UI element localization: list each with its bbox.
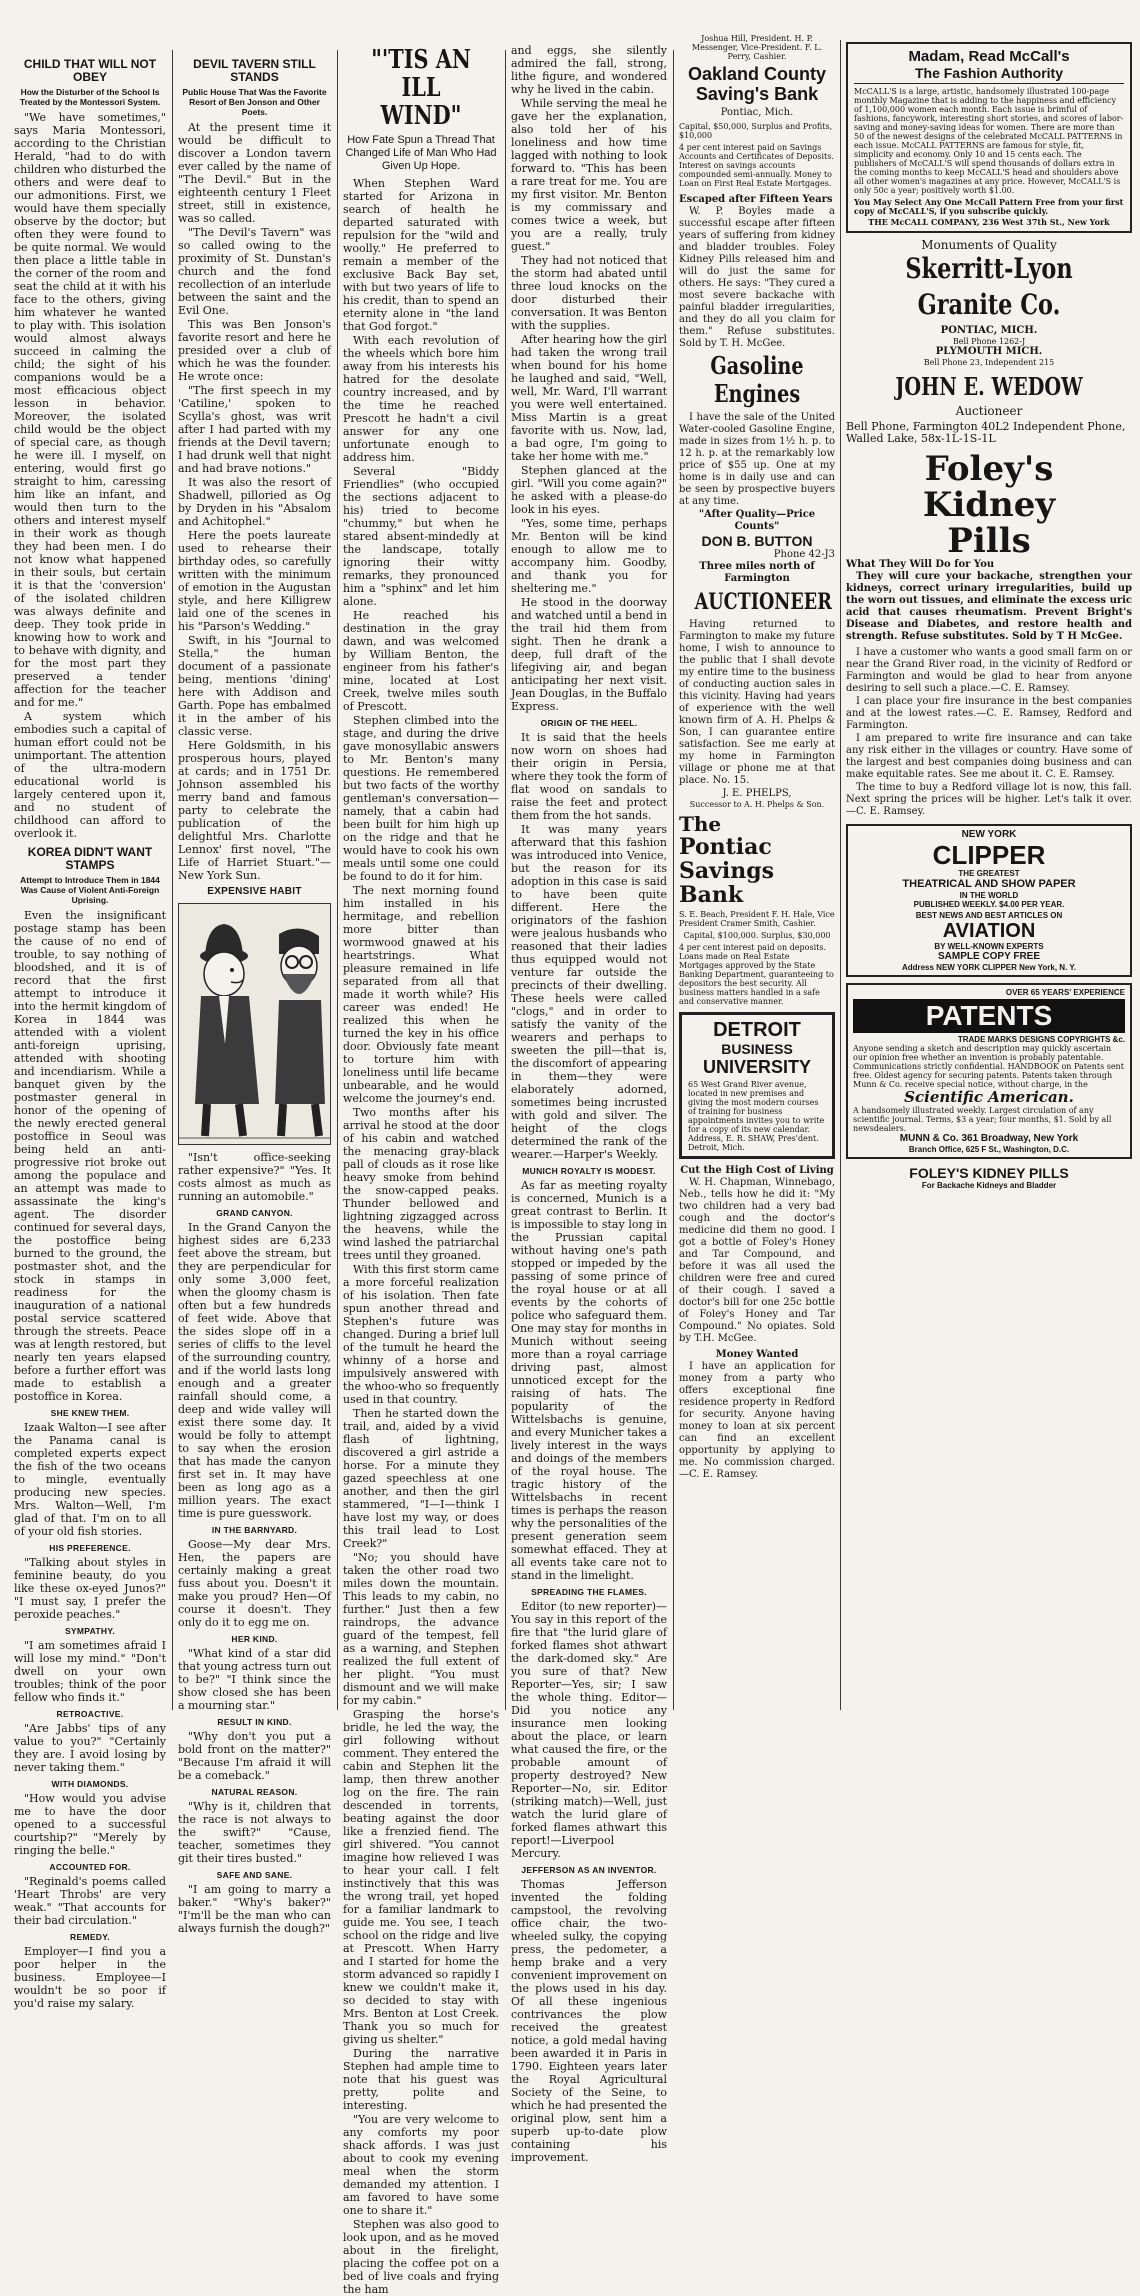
bank-text: 4 per cent interest paid on Savings Accounts and Certificates of Deposits. Interest on savings accounts compounded semi-annually. Money to Loan on First Real Estate Mortgages. bbox=[679, 143, 834, 188]
ad-text: THEATRICAL AND SHOW PAPER bbox=[902, 878, 1076, 890]
article-paragraph: He stood in the doorway and watched until a bend in the trail hid them from sight. Then he drank a deep, full draft of the lifegiving air, and began anticipating her next visit. Jean Douglas, in the Buffalo Express. bbox=[511, 596, 667, 713]
article-paragraph: Then he started down the trail, and, aided by a vivid flash of lightning, discovered a girl astride a horse. For a minute they gazed speechless at one another, and then the girl stammered, "I—I—think I have lost my way, or does this trail lead to Lost Creek?" bbox=[343, 1407, 499, 1550]
ad-title: Skerritt-Lyon bbox=[905, 252, 1073, 285]
joke-paragraph: "Talking about styles in feminine beauty, do you like these ox-eyed Junos?" "I must say, I prefer the peroxide peaches." bbox=[14, 1556, 166, 1621]
article-paragraph: It was also the resort of Shadwell, pilloried as Og by Dryden in his "Absalom and Achitophel." bbox=[178, 476, 331, 528]
article-deck: Attempt to Introduce Them in 1844 Was Cause of Violent Anti-Foreign Uprising. bbox=[20, 875, 160, 905]
subhead: REMEDY. bbox=[70, 1932, 110, 1942]
ad-text: SAMPLE COPY FREE bbox=[937, 951, 1041, 962]
article-paragraph: Thomas Jefferson invented the folding campstool, the revolving office chair, the two-wheeled sulky, the copying press, the pedometer, a hemp brake and a very convenient improvement on the plows used in his day. Of all these ingenious contrivances the plow received the greatest notice, a gold medal having been awarded it in Paris in 1790. Eighteen years later the Royal Agricultural Society of the Seine, to which he had presented the original plow, sent him a superb up-to-date plow containing his improvement. bbox=[511, 1878, 667, 2164]
article-deck: How Fate Spun a Thread That Changed Life of Man Who Had Given Up Hope. bbox=[345, 134, 497, 172]
ad-title: DETROIT bbox=[713, 1019, 801, 1041]
bank-officers: Joshua Hill, President. H. P. Messenger, Vice-President. F. L. Perry, Cashier. bbox=[691, 34, 823, 61]
ad-role: Auctioneer bbox=[955, 404, 1023, 418]
patents-ad bbox=[846, 983, 1132, 1159]
classified: I have a customer who wants a good small farm on or near the Grand River road, in the vicinity of Redford or Farmington and would be glad to hear from anyone desiring to sell such a place.—C. E. Ramsey. bbox=[846, 647, 1132, 694]
subhead: RESULT IN KIND. bbox=[217, 1717, 292, 1727]
ad-tagline: Monuments of Quality bbox=[921, 238, 1057, 252]
ad-subtitle: The Fashion Authority bbox=[854, 65, 1124, 84]
column-3 bbox=[343, 44, 499, 2296]
ad-text: W. H. Chapman, Winnebago, Neb., tells how he did it: "My two children had a very bad cough and the doctor's medicine did them no good. I got a bottle of Foley's Honey and Tar Compound, and before it was all used the children were free and cured of their cough. I saved a doctor's bill for one 25c bottle of Foley's Honey and Tar Compound." No opiates. Sold by T.H. McGee. bbox=[679, 1177, 835, 1344]
bank-capital: Capital, $100,000. Surplus, $30,000 bbox=[683, 931, 831, 940]
ad-text: For Backache Kidneys and Bladder bbox=[921, 1181, 1057, 1190]
article-title: KOREA DIDN'T WANT STAMPS bbox=[27, 845, 153, 872]
article-paragraph: "We have sometimes," says Maria Montessori, according to the Christian Herald, "had to do with children who disturbed the others and were deaf to our admonitions. First, we would have them specially observe by the doctor; but often they were found to be quite normal. We would then place a little table in the corner of the room and seat the child at it with his face to the others, giving him whatever he wanted to play with. This isolation would almost always succeed in calming the child; the sight of his companions would be a most efficacious object lesson in behavior. Moreover, the isolated child would be the object of special care, as though he were ill. I myself, on entering, would first go straight to him, caressing him like an infant, and would then turn to the others and interest myself in their work as though they had been men. I do not know what happened in their souls, but certain it is that the 'conversion' of the isolated children was always definite and deep. They took pride in knowing how to work and to behave with dignity, and for the most part they preserved a tender affection for the teacher and for me." bbox=[14, 111, 166, 709]
article-paragraph: It is said that the heels now worn on shoes had their origin in Persia, where they took the form of flat wood on sandals to raise the feet and protect them from the hot sands. bbox=[511, 731, 667, 822]
ad-text: They will cure your backache, strengthen your kidneys, correct urinary irregularities, build up the worn out tissues, and eliminate the excess uric acid that causes rheumatism. Prevent Bright's Disease and Diabetes, and restore health and strength. Refuse substitutes. Sold by T H McGee. bbox=[846, 571, 1132, 642]
subhead: WITH DIAMONDS. bbox=[51, 1779, 129, 1789]
article-paragraph: After hearing how the girl had taken the wrong trail when bound for his home he laughed and said, "Well, well, Mr. Ward, I'll warrant you were well entertained. Miss Martin is a great favorite with us. Now, lad, a bad ogre, I'm going to take her home with me." bbox=[511, 333, 667, 463]
joke-paragraph: "I am sometimes afraid I will lose my mind." "Don't dwell on your own troubles; think of the poor fellow who finds it." bbox=[14, 1639, 166, 1704]
joke-paragraph: Izaak Walton—I see after the Panama canal is completed experts expect the fish of the two oceans to mingle, eventually producing new species. Mrs. Walton—Well, I'm glad of that. I'm on to all of your old fish stories. bbox=[14, 1421, 166, 1538]
ad-phone: Bell Phone, Farmington 40L2 Independent Phone, Walled Lake, 58x-1L-1S-1L bbox=[846, 420, 1126, 445]
article-paragraph: During the narrative Stephen had ample time to note that his guest was pretty, polite and interesting. bbox=[343, 2047, 499, 2112]
article-paragraph: This was Ben Jonson's favorite resort and here he presided over a club of which he was the founder. He wrote once: bbox=[178, 318, 331, 383]
ad-text: PUBLISHED WEEKLY. $4.00 PER YEAR. bbox=[913, 900, 1065, 909]
ad-text: I have the sale of the United Water-cooled Gasoline Engine, made in sizes from 1½ h. p. to 12 h. p. at the remarkably low price of $55 up. One at my home is in daily use and can be seen by prospective buyers at any time. bbox=[679, 412, 835, 507]
article-paragraph: Even the insignificant postage stamp has been the cause of no end of trouble, to say nothing of bloodshed, and it is of record that the first attempt to introduce it into the hermit kingdom of Korea in 1844 was attended with a violent anti-foreign uprising, attended with shooting and incendiarism. While a banquet given by the postmaster general in honor of the opening of the newly erected general postoffice in Seoul was being held an anti-progressive riot broke out among the populace and an attempt was made to assassinate the king's agent. The disorder continued for several days, the postoffice being burned to the ground, the postmaster shot, and the stock in stamps in readiness for the inauguration of a national postal service scattered through the streets. Peace was at length restored, but nearly ten years elapsed before a further effort was made to establish a postoffice in Korea. bbox=[14, 909, 166, 1403]
article-title: "'TIS AN ILL WIND" bbox=[371, 45, 471, 131]
joke-paragraph: "How would you advise me to have the door opened to a successful courtship?" "Merely by ringing the belle." bbox=[14, 1792, 166, 1857]
ad-title: UNIVERSITY bbox=[702, 1057, 812, 1077]
ad-title: Pills bbox=[947, 521, 1031, 561]
article-paragraph: When Stephen Ward started for Arizona in search of health he departed saturated with repulsion for the "wild and woolly." He preferred to remain a member of the exclusive Back Bay set, with but two years of life to his credit, than to spend an eternity alone in "the land that God forgot." bbox=[343, 177, 499, 333]
article-paragraph: With each revolution of the wheels which bore him away from his interests his hatred for the desolate country increased, and by the time he reached Prescott he hadn't a civil answer for any one unfortunate enough to address him. bbox=[343, 334, 499, 464]
ad-successor: Successor to A. H. Phelps & Son. bbox=[689, 800, 825, 809]
article-paragraph: Two months after his arrival he stood at the door of his cabin and watched the menacing gray-black pall of clouds as it rose like heavy smoke from behind the snow-capped peaks. Thunder bellowed and lightning zigzagged across the heavens, while the wind lashed the patriarchal trees until they groaned. bbox=[343, 1106, 499, 1262]
ad-address: MUNN & Co. 361 Broadway, New York bbox=[899, 1133, 1079, 1144]
ad-slogan: "After Quality—Price Counts" bbox=[698, 509, 816, 532]
ad-phone: Bell Phone 1262-J bbox=[952, 337, 1026, 346]
ad-title: Escaped after Fifteen Years bbox=[679, 194, 833, 205]
ad-city: PLYMOUTH MICH. bbox=[935, 346, 1043, 357]
ad-title: Cut the High Cost of Living bbox=[680, 1165, 834, 1176]
ad-text: TRADE MARKS DESIGNS COPYRIGHTS &c. bbox=[957, 1035, 1125, 1044]
ad-text: Anyone sending a sketch and description may quickly ascertain our opinion free whether an invention is probably patentable. Communications strictly confidential. HANDBOOK on Patents sent free. Oldest agency for securing patents. Patents taken through Munn & Co. receive special notice, without charge, in the bbox=[853, 1044, 1124, 1089]
ad-title: NEW YORK bbox=[961, 829, 1017, 840]
ad-text: IN THE WORLD bbox=[959, 891, 1019, 900]
ad-text: Having returned to Farmington to make my future home, I wish to announce to the public that I shall devote my entire time to the business of conducting auction sales in this vicinity. Having had years of experience with the well known firm of A. H. Phelps & Son, I can guarantee entire satisfaction. See me early at my home in Farmington village or phone me at that place. No. 15. bbox=[679, 619, 835, 786]
ad-title: Kidney bbox=[922, 485, 1056, 525]
article-paragraph: and eggs, she silently admired the fall, strong, lithe figure, and wondered why he lived in the cabin. bbox=[511, 44, 667, 96]
ad-title: AUCTIONEER bbox=[694, 589, 832, 615]
column-1 bbox=[14, 57, 166, 2010]
ad-title: BUSINESS bbox=[721, 1041, 793, 1057]
column-4 bbox=[511, 44, 667, 2164]
article-paragraph: Several "Biddy Friendlies" (who occupied the sections adjacent to his) tried to become "chummy," but when he stared absent-mindedly at the landscape, totally ignoring their witty remarks, they pronounced him a "sphinx" and let him alone. bbox=[343, 465, 499, 608]
article-paragraph: Editor (to new reporter)—You say in this report of the fire that "the lurid glare of forked flames shot athwart the dark-domed sky." Are you sure of that? New Reporter—Yes, sir; I saw the whole thing. Editor—Did you notice any insurance men looking about the place, or learn what caused the fire, or the probable amount of property destroyed? New Reporter—No, sir. Editor (striking match)—Well, just watch the lurid glare of forked flames athwart this report!—Liverpool Mercury. bbox=[511, 1600, 667, 1860]
bank-officers: S. E. Beach, President F. H. Hale, Vice President Cramer Smith, Cashier. bbox=[679, 910, 835, 928]
clipper-ad bbox=[846, 824, 1132, 977]
ad-phone: Bell Phone 23, Independent 215 bbox=[923, 358, 1055, 367]
column-rule bbox=[840, 40, 841, 1710]
ad-title: Scientific American. bbox=[904, 1088, 1074, 1106]
article-paragraph: Stephen was also good to look upon, and as he moved about in the firelight, placing the coffee pot on a bed of live coals and frying the ham bbox=[343, 2218, 499, 2296]
subhead: HER KIND. bbox=[231, 1634, 278, 1644]
article-deck: How the Disturber of the School Is Treated by the Montessori System. bbox=[19, 87, 161, 107]
ad-title: Granite Co. bbox=[917, 288, 1061, 321]
ad-text: A handsomely illustrated weekly. Largest circulation of any scientific journal. Terms, $3 a year; four months, $1. Sold by all newsdealers. bbox=[853, 1106, 1112, 1133]
subhead: RETROACTIVE. bbox=[56, 1709, 124, 1719]
article-paragraph: "The Devil's Tavern" was so called owing to the proximity of St. Dunstan's church and the fond recollection of an interlude between the saint and the Evil One. bbox=[178, 226, 331, 317]
subhead: SPREADING THE FLAMES. bbox=[531, 1587, 647, 1597]
article-paragraph: "The first speech in my 'Catiline,' spoken to Scylla's ghost, was writ after I had parted with my friends at the Devil tavern; I had drunk well that night and had brave notions." bbox=[178, 384, 331, 475]
ad-title: Gasoline Engines bbox=[710, 351, 804, 408]
article-paragraph: Swift, in his "Journal to Stella," the human document of a passionate being, mentions 'dining' here with Addison and Garth. Pope has embalmed it in the amber of his classic verse. bbox=[178, 634, 331, 738]
article-title: DEVIL TAVERN STILL STANDS bbox=[193, 57, 316, 84]
patents-banner bbox=[853, 999, 1125, 1033]
joke-paragraph: "Why is it, children that the race is not always to the swift?" "Cause, teacher, sometimes they git their tires busted." bbox=[178, 1800, 331, 1865]
column-2 bbox=[178, 57, 331, 1935]
joke-paragraph: "I am going to marry a baker." "Why's baker?" "I'm'll be the man who can always furnish the dough?" bbox=[178, 1883, 331, 1935]
article-paragraph: Stephen climbed into the stage, and during the drive gave monosyllabic answers to Mr. Benton's many questions. He remembered but two facts of the worthy gentleman's conversation—namely, that a cabin had been built for him high up on the ridge and that he would have to cook his own meals until some one could be found to do it for him. bbox=[343, 714, 499, 883]
ad-city: PONTIAC, MICH. bbox=[940, 325, 1038, 336]
cartoon-illustration bbox=[178, 903, 331, 1145]
ad-text: THE GREATEST bbox=[958, 869, 1020, 878]
article-paragraph: "Yes, some time, perhaps Mr. Benton will be kind enough to allow me to accompany him. Goodby, and thank you for sheltering me." bbox=[511, 517, 667, 595]
ad-text: OVER 65 YEARS' EXPERIENCE bbox=[1005, 988, 1125, 997]
ad-subtitle: What They Will Do for You bbox=[846, 559, 995, 570]
column-rule bbox=[505, 50, 506, 1710]
article-paragraph: He reached his destination in the gray dawn, and was welcomed by William Benton, the engineer from his father's mine, located at Lost Creek, twelve miles south of Prescott. bbox=[343, 609, 499, 713]
subhead: EXPENSIVE HABIT bbox=[207, 886, 302, 897]
bank-name: Pontiac Savings Bank bbox=[679, 834, 775, 908]
classified: I am prepared to write fire insurance and can take any risk either in the villages or country. Have some of the largest and best companies doing business and can make equitable rates. See me about it. C. E. Ramsey. bbox=[846, 733, 1132, 780]
ad-title: Madam, Read McCall's bbox=[908, 48, 1070, 65]
ad-text: BY WELL-KNOWN EXPERTS bbox=[934, 942, 1044, 951]
ad-text: I have an application for money from a party who offers exceptional fine residence property in Redford for security. Anyone having money to loan at six percent can find an excellent opportunity by applying to me. No commission charged.—C. E. Ramsey. bbox=[679, 1361, 835, 1480]
ad-phone: Phone 42-J3 bbox=[773, 549, 835, 560]
column-rule bbox=[172, 50, 173, 1710]
ad-title: PATENTS bbox=[925, 1000, 1053, 1031]
article-paragraph: As far as meeting royalty is concerned, Munich is a great contrast to Berlin. It is impossible to stay long in the Prussian capital without having one's path stopped or impeded by the passing of some prince of the royal house or at all events by the cohorts of police who safeguard them. One may stay for months in Munich without seeing more than a royal carriage driving past, almost unnoticed except for the raising of hats. The popularity of the Wittelsbachs is genuine, and every Municher takes a lively interest in the ways and doings of the members of the royal house. The tragic history of the Wittelsbachs in recent times is perhaps the reason why the personalities of the present generation seem somewhat effaced. They at all events take care not to stand in the limelight. bbox=[511, 1179, 667, 1582]
subhead: GRAND CANYON. bbox=[216, 1208, 293, 1218]
bank-capital: Capital, $50,000, Surplus and Profits, $10,000 bbox=[679, 122, 833, 140]
joke-paragraph: "What kind of a star did that young actress turn out to be?" "I think since the show closed she has been a mourning star." bbox=[178, 1647, 331, 1712]
article-paragraph: Grasping the horse's bridle, he led the way, the girl following without comment. They entered the cabin and Stephen lit the lamp, then threw another log on the fire. The rain descended in torrents, beating against the door like a frenzied fiend. The girl shivered. "You cannot imagine how relieved I was to hear your call. I felt instinctively that this was the wrong trail, yet hoped for a familiar landmark to guide me. You see, I teach school on the ridge and live at Prescott. When Harry and I started for home the storm advanced so rapidly I knew we couldn't make it, so decided to stay with Mrs. Benton at Lost Creek. Thank you so much for giving us shelter." bbox=[343, 1708, 499, 2046]
ad-address: THE McCALL COMPANY, 236 West 37th St., New York bbox=[868, 217, 1110, 227]
article-paragraph: The next morning found him installed in his hermitage, and rebellion more bitter than wormwood gnawed at his heartstrings. What pleasure remained in life separated from all that made it worth while? His career was ended! He realized this when he turned the key in his office door. Obviously fate meant to torture him with loneliness until life became unbearable, and he would welcome the journey's end. bbox=[343, 884, 499, 1105]
ad-address: Address NEW YORK CLIPPER New York, N. Y. bbox=[901, 963, 1077, 972]
article-title: CHILD THAT WILL NOT OBEY bbox=[23, 57, 157, 84]
classified: I can place your fire insurance in the best companies and at the lowest rates.—C. E. Ramsey, Redford and Farmington. bbox=[846, 696, 1132, 731]
bank-ad-oakland bbox=[679, 34, 835, 188]
ad-name: DON B. BUTTON bbox=[701, 533, 813, 549]
column-rule bbox=[673, 50, 674, 1710]
subhead: MUNICH ROYALTY IS MODEST. bbox=[522, 1166, 656, 1176]
joke-paragraph: Goose—My dear Mrs. Hen, the papers are certainly making a great fuss about you. Doesn't it make you proud? Hen—Of course it doesn't. They only do it to egg me on. bbox=[178, 1538, 331, 1629]
column-rule bbox=[337, 50, 338, 1710]
ad-text: W. P. Boyles made a successful escape after fifteen years of suffering from kidney and bladder troubles. Foley Kidney Pills released him and will do just the same for others. He says: "They cured a most severe backache with painful bladder irregularities, and they do all you claim for them." Refuse substitutes. Sold by T. H. McGee. bbox=[679, 206, 835, 349]
bank-name: Oakland County Saving's Bank bbox=[687, 64, 826, 104]
joke-paragraph: "Are Jabbs' tips of any value to you?" "Certainly they are. I avoid losing by never taking them." bbox=[14, 1722, 166, 1774]
article-paragraph: "You are very welcome to any comforts my poor shack affords. I was just about to cook my evening meal when the storm demanded my attention. I am favored to have some one to share it." bbox=[343, 2113, 499, 2217]
column-6-ads bbox=[846, 42, 1132, 1708]
ad-text: 65 West Grand River avenue, located in new premises and giving the most modern courses of training for business appointments invites you to write for a copy of its new calendar. Address, E. R. SHAW, Pres'dent. Detroit, Mich. bbox=[688, 1080, 825, 1152]
joke-paragraph: Employer—I find you a poor helper in the business. Employee—I wouldn't be so poor if you'd raise my salary. bbox=[14, 1945, 166, 2010]
ad-title: CLIPPER bbox=[932, 840, 1046, 870]
ad-address: Branch Office, 625 F St., Washington, D.C. bbox=[908, 1145, 1070, 1154]
bank-the: The bbox=[679, 812, 722, 836]
ad-offer: You May Select Any One McCall Pattern Free from your first copy of McCALL'S, if you subscribe quickly. bbox=[854, 197, 1124, 216]
article-paragraph: At the present time it would be difficult to discover a London tavern ever called by the name of "The Devil." But in the eighteenth century 1 Fleet street, still in existence, was so called. bbox=[178, 121, 331, 225]
article-paragraph: It was many years afterward that this fashion was introduced into Venice, but the reason for its adoption in this case is said to have been quite different. Here the originators of the fashion were jealous husbands who reasoned that their ladies thus equipped would not venture far outside the precincts of their dwelling. These heels were called "clogs," and in order to satisfy the vanity of the wearers and perhaps to sweeten the pill—that is, the discomfort of appearing in them—they were elaborately adorned, sometimes being incrusted with gold and silver. The height of the clogs determined the rank of the wearer.—Harper's Weekly. bbox=[511, 823, 667, 1161]
ad-text: BEST NEWS AND BEST ARTICLES ON bbox=[915, 911, 1063, 920]
ad-title: Money Wanted bbox=[715, 1349, 799, 1360]
article-paragraph: Stephen glanced at the girl. "Will you come again?" he asked with a please-do look in his eyes. bbox=[511, 464, 667, 516]
cartoon-caption: "Isn't office-seeking rather expensive?" "Yes. It costs almost as much as running an automobile." bbox=[178, 1151, 331, 1203]
article-paragraph: "No; you should have taken the other road two miles down the mountain. This leads to my cabin, no further." Just then a few raindrops, the advance guard of the tempest, fell as a warning, and Stephen realized the full extent of her plight. "You must dismount and we will make for my cabin." bbox=[343, 1551, 499, 1707]
subhead: NATURAL REASON. bbox=[211, 1787, 298, 1797]
article-paragraph: Here the poets laureate used to rehearse their birthday odes, so carefully written with the minimum of emotion in the Augustan style, and here Killigrew laid one of the scenes in his "Parson's Wedding." bbox=[178, 529, 331, 633]
subhead: JEFFERSON AS AN INVENTOR. bbox=[521, 1865, 657, 1875]
subhead: SHE KNEW THEM. bbox=[50, 1408, 130, 1418]
article-paragraph: In the Grand Canyon the highest sides are 6,233 feet above the stream, but they are perpendicular for only some 3,000 feet, when the gloomy chasm is often but a few hundreds of feet wide. Above that the sides slope off in a series of cliffs to the level of the surrounding country, and if the world lasts long enough and a greater rainfall should come, a deep and wide valley will exist there some day. It would be folly to attempt to say when the erosion that has made the canyon first set in. It may have been as long ago as a million years. The exact time is pure guesswork. bbox=[178, 1221, 331, 1520]
subhead: SYMPATHY. bbox=[64, 1626, 116, 1636]
joke-paragraph: "Reginald's poems called 'Heart Throbs' are very weak." "That accounts for their bad circulation." bbox=[14, 1875, 166, 1927]
bank-text: 4 per cent interest paid on deposits. Loans made on Real Estate Mortgages approved by the State Banking Department, guaranteeing to depositors the best security. All business matters handled in a safe and conservative manner. bbox=[679, 943, 834, 1006]
article-paragraph: Here Goldsmith, in his prosperous hours, played at cards; and in 1751 Dr. Johnson assembled his merry band and famous party to celebrate the publication of the delightful Mrs. Charlotte Lennox' first novel, "The Life of Harriet Stuart."—New York Sun. bbox=[178, 739, 331, 882]
ad-title: JOHN E. WEDOW bbox=[895, 372, 1083, 401]
ad-title: AVIATION bbox=[942, 920, 1036, 942]
subhead: SAFE AND SANE. bbox=[216, 1870, 293, 1880]
ad-title: FOLEY'S KIDNEY PILLS bbox=[909, 1165, 1069, 1181]
subhead: IN THE BARNYARD. bbox=[211, 1525, 298, 1535]
detroit-business-university-ad bbox=[679, 1012, 835, 1159]
article-paragraph: While serving the meal he gave her the explanation, also told her of his loneliness and how time lagged with nothing to look forward to. "This has been a rare treat for me. You are my first visitor. Mr. Benton is my commissary and comes twice a week, but you are a really, truly guest." bbox=[511, 97, 667, 253]
classified: The time to buy a Redford village lot is now, this fall. Next spring the prices will be higher. Let's talk it over.—C. E. Ramsey. bbox=[846, 782, 1132, 817]
column-5-ads bbox=[679, 34, 835, 1708]
article-paragraph: With this first storm came a more forceful realization of his isolation. Then fate spun another thread and Stephen's future was changed. During a brief lull of the tumult he heard the whinny of a horse and impulsively answered with the whoo-who so frequently used in that country. bbox=[343, 1263, 499, 1406]
subhead: ACCOUNTED FOR. bbox=[49, 1862, 131, 1872]
ad-name: J. E. PHELPS, bbox=[722, 788, 792, 799]
ad-title: Foley's bbox=[924, 449, 1054, 489]
ad-location: Three miles north of Farmington bbox=[699, 561, 815, 584]
article-paragraph: A system which embodies such a capital of human effort could not be unimportant. The attention of the ultra-modern educational world is largely centered upon it, and no student of childhood can afford to overlook it. bbox=[14, 710, 166, 840]
article-deck: Public House That Was the Favorite Resort of Ben Jonson and Other Poets. bbox=[182, 87, 327, 117]
subhead: ORIGIN OF THE HEEL. bbox=[540, 718, 638, 728]
subhead: HIS PREFERENCE. bbox=[49, 1543, 131, 1553]
bank-location: Pontiac, Mich. bbox=[720, 107, 794, 118]
ad-text: McCALL'S is a large, artistic, handsomely illustrated 100-page monthly Magazine that is adding to the happiness and efficiency of 1,100,000 women each month. Each issue is brimful of fashions, fancywork, interesting short stories, and scores of labor-saving and money-saving ideas for women. There are more than 50 of the newest designs of the celebrated McCALL PATTERNS in each issue. McCALL PATTERNS are famous for style, fit, simplicity and economy. Only 10 and 15 cents each. The publishers of McCALL'S will spend thousands of dollars extra in the coming months to keep McCALL'S head and shoulders above all other women's magazines at any price. However, McCALL'S is only 50c a year; positively worth $1.00. bbox=[854, 87, 1124, 195]
joke-paragraph: "Why don't you put a bold front on the matter?" "Because I'm afraid it will be a comeback." bbox=[178, 1730, 331, 1782]
mccalls-ad bbox=[846, 42, 1132, 233]
article-paragraph: They had not noticed that the storm had abated until three loud knocks on the door disturbed their conversation. It was Benton with the supplies. bbox=[511, 254, 667, 332]
